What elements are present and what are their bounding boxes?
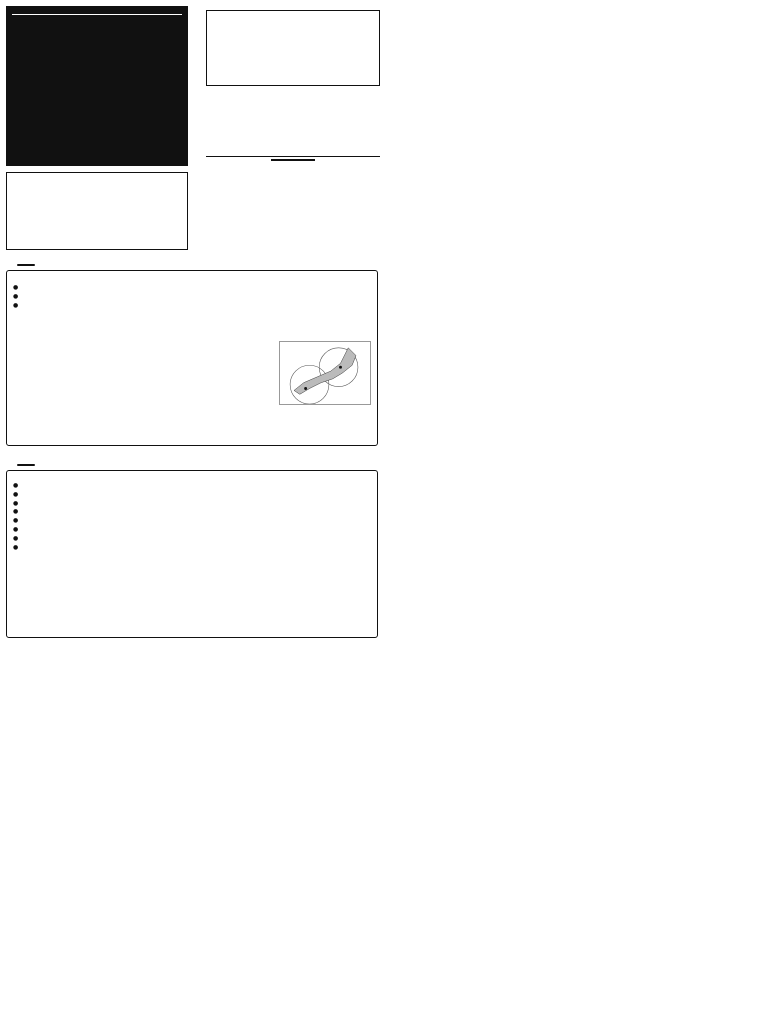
notice-box	[206, 10, 380, 86]
radio-note-1	[11, 283, 373, 292]
warranty-panel	[6, 470, 378, 638]
warranty-item	[11, 543, 373, 552]
warranty-title	[17, 464, 35, 466]
radio-clock-panel	[6, 270, 378, 446]
contact-block	[206, 152, 380, 248]
intro-box	[6, 172, 188, 250]
warranty-item	[11, 499, 373, 508]
publisher-block	[206, 88, 380, 96]
radio-note-2	[11, 292, 373, 301]
radio-clock-title	[17, 264, 35, 266]
warranty-item	[11, 525, 373, 534]
japan-map-diagram	[279, 341, 371, 405]
warranty-item	[11, 516, 373, 525]
product-title	[12, 12, 182, 15]
warranty-item	[11, 490, 373, 499]
contact-row	[206, 152, 380, 157]
cover-block	[6, 6, 188, 166]
warranty-item	[11, 481, 373, 490]
warranty-item	[11, 507, 373, 516]
warranty-item	[11, 534, 373, 543]
radio-note-3	[11, 301, 373, 310]
vendor-label	[271, 159, 315, 161]
